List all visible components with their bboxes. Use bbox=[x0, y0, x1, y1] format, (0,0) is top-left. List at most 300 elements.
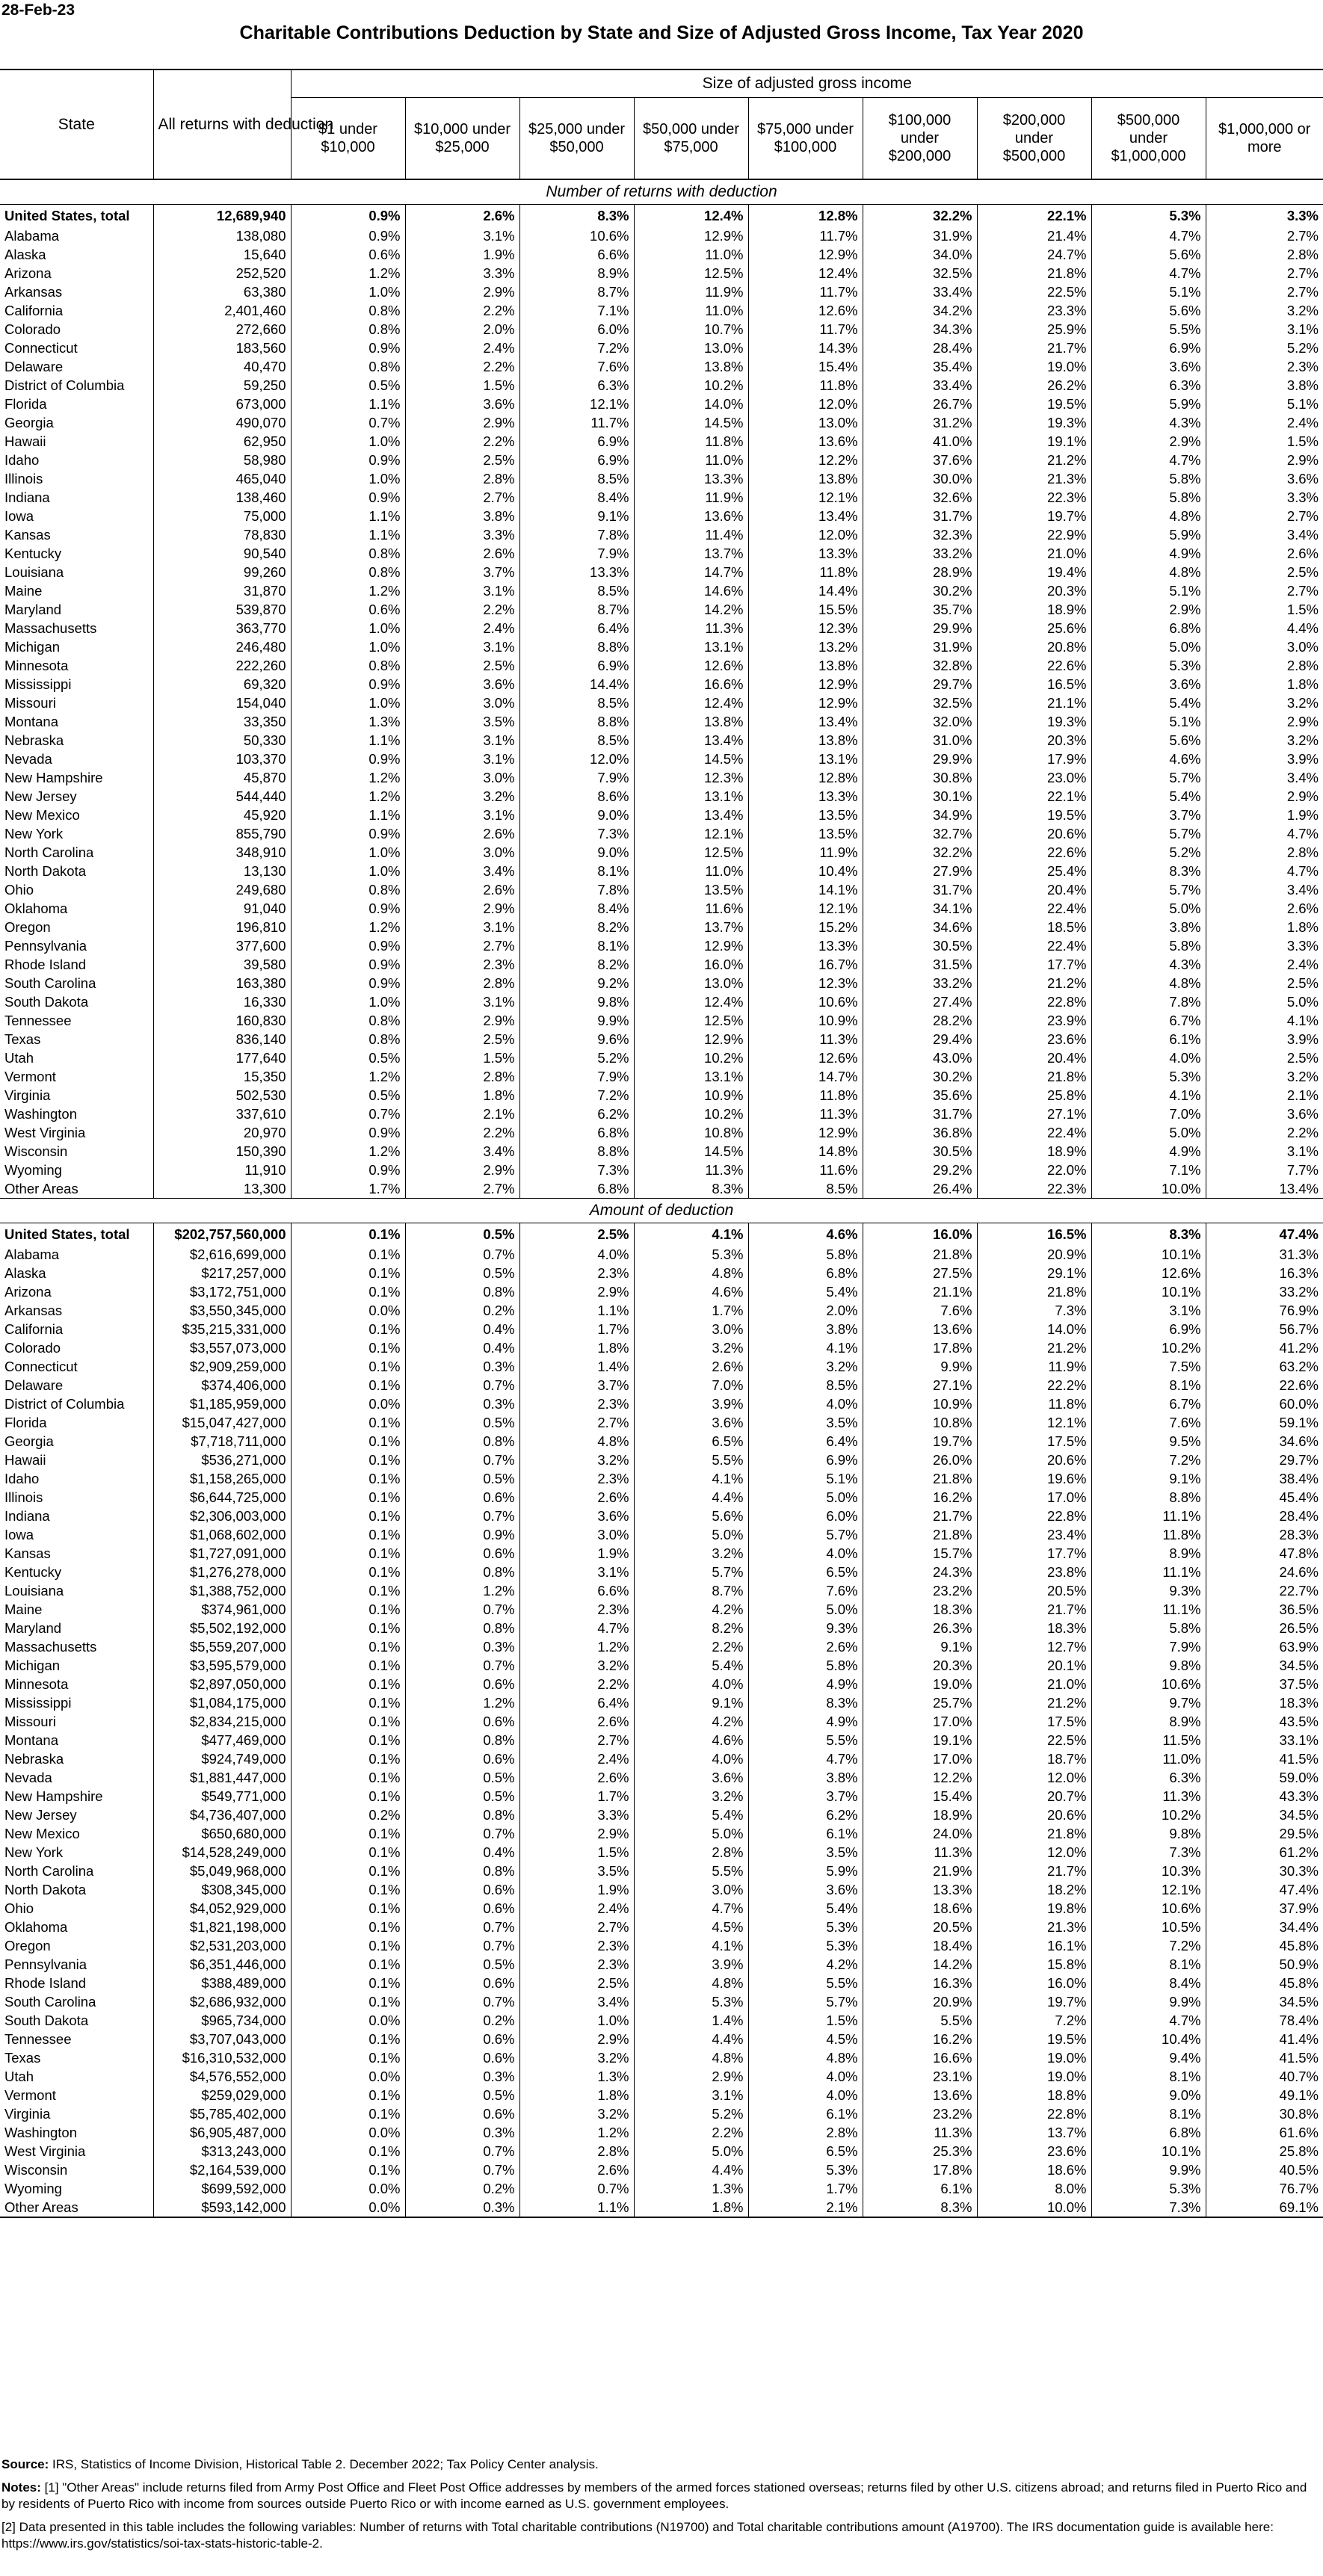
bracket-share-value: 12.4% bbox=[634, 205, 748, 227]
bracket-share-value: 0.1% bbox=[291, 2104, 405, 2123]
report-date: 28-Feb-23 bbox=[1, 1, 75, 19]
bracket-share-value: 0.1% bbox=[291, 1223, 405, 1246]
bracket-share-value: 0.9% bbox=[291, 488, 405, 507]
bracket-share-value: 22.5% bbox=[977, 282, 1091, 301]
all-returns-value: $2,306,003,000 bbox=[153, 1507, 291, 1525]
bracket-share-value: 3.5% bbox=[405, 712, 519, 731]
bracket-share-value: 1.0% bbox=[291, 862, 405, 880]
table-row bbox=[0, 619, 1323, 637]
bracket-share-value: 4.3% bbox=[1091, 413, 1206, 432]
column-header-bracket: $100,000 under $200,000 bbox=[863, 98, 977, 180]
bracket-share-value: 21.8% bbox=[977, 264, 1091, 282]
bracket-share-value: 6.9% bbox=[519, 656, 634, 675]
bracket-share-value: 3.4% bbox=[405, 862, 519, 880]
bracket-share-value: 8.5% bbox=[519, 469, 634, 488]
bracket-share-value: 12.0% bbox=[748, 525, 863, 544]
bracket-share-value: 9.4% bbox=[1091, 2048, 1206, 2067]
bracket-share-value: 18.9% bbox=[863, 1806, 977, 1824]
bracket-share-value: 7.2% bbox=[519, 339, 634, 357]
bracket-share-value: 4.0% bbox=[634, 1675, 748, 1693]
bracket-share-value: 5.6% bbox=[634, 1507, 748, 1525]
bracket-share-value: 0.1% bbox=[291, 1619, 405, 1637]
all-returns-value: $1,821,198,000 bbox=[153, 1918, 291, 1936]
bracket-share-value: 6.3% bbox=[519, 376, 634, 395]
state-name: Missouri bbox=[4, 1714, 56, 1729]
bracket-share-value: 1.2% bbox=[291, 768, 405, 787]
bracket-share-value: 1.7% bbox=[519, 1787, 634, 1806]
bracket-share-value: 4.0% bbox=[1091, 1048, 1206, 1067]
bracket-share-value: 6.0% bbox=[748, 1507, 863, 1525]
bracket-share-value: 2.7% bbox=[1206, 264, 1323, 282]
bracket-share-value: 34.5% bbox=[1206, 1656, 1323, 1675]
bracket-share-value: 13.1% bbox=[634, 1067, 748, 1086]
state-name: Alaska bbox=[4, 1265, 46, 1281]
bracket-share-value: 2.7% bbox=[519, 1413, 634, 1432]
bracket-share-value: 0.1% bbox=[291, 1357, 405, 1376]
bracket-share-value: 10.9% bbox=[748, 1011, 863, 1030]
bracket-share-value: 22.6% bbox=[977, 843, 1091, 862]
all-returns-value: $2,909,259,000 bbox=[153, 1357, 291, 1376]
bracket-share-value: 18.7% bbox=[977, 1749, 1091, 1768]
all-returns-value: 177,640 bbox=[153, 1048, 291, 1067]
all-returns-value: $6,644,725,000 bbox=[153, 1488, 291, 1507]
bracket-share-value: 4.8% bbox=[634, 2048, 748, 2067]
bracket-share-value: 2.7% bbox=[1206, 507, 1323, 525]
bracket-share-value: 11.3% bbox=[863, 1843, 977, 1862]
bracket-share-value: 5.2% bbox=[1091, 843, 1206, 862]
bracket-share-value: 4.8% bbox=[1091, 563, 1206, 581]
bracket-share-value: 8.1% bbox=[1091, 1376, 1206, 1394]
bracket-share-value: 0.5% bbox=[405, 1264, 519, 1282]
bracket-share-value: 2.6% bbox=[405, 824, 519, 843]
bracket-share-value: 0.6% bbox=[405, 1675, 519, 1693]
table-row bbox=[0, 936, 1323, 955]
bracket-share-value: 9.8% bbox=[1091, 1824, 1206, 1843]
bracket-share-value: 13.7% bbox=[634, 544, 748, 563]
bracket-share-value: 32.3% bbox=[863, 525, 977, 544]
bracket-share-value: 2.7% bbox=[405, 488, 519, 507]
table-row bbox=[0, 1469, 1323, 1488]
bracket-share-value: 0.7% bbox=[405, 1656, 519, 1675]
table-row bbox=[0, 1637, 1323, 1656]
table-row bbox=[0, 1918, 1323, 1936]
state-name: Alabama bbox=[4, 1247, 60, 1262]
bracket-share-value: 31.5% bbox=[863, 955, 977, 974]
bracket-share-value: 3.6% bbox=[1091, 357, 1206, 376]
state-name: Rhode Island bbox=[4, 957, 87, 972]
bracket-share-value: 22.8% bbox=[977, 1507, 1091, 1525]
bracket-share-value: 14.0% bbox=[634, 395, 748, 413]
bracket-share-value: 21.2% bbox=[977, 1338, 1091, 1357]
bracket-share-value: 2.5% bbox=[519, 1974, 634, 1992]
bracket-share-value: 18.3% bbox=[863, 1600, 977, 1619]
bracket-share-value: 19.1% bbox=[977, 432, 1091, 451]
bracket-share-value: 1.8% bbox=[1206, 675, 1323, 694]
bracket-share-value: 21.7% bbox=[977, 1862, 1091, 1880]
all-returns-value: $924,749,000 bbox=[153, 1749, 291, 1768]
bracket-share-value: 8.4% bbox=[519, 899, 634, 918]
table-row bbox=[0, 2198, 1323, 2217]
bracket-share-value: 31.9% bbox=[863, 226, 977, 245]
bracket-share-value: 7.1% bbox=[519, 301, 634, 320]
bracket-share-value: 1.2% bbox=[291, 581, 405, 600]
bracket-share-value: 1.5% bbox=[405, 1048, 519, 1067]
state-name: Pennsylvania bbox=[4, 938, 87, 954]
bracket-share-value: 2.0% bbox=[405, 320, 519, 339]
bracket-share-value: 11.6% bbox=[634, 899, 748, 918]
bracket-share-value: 3.0% bbox=[1206, 637, 1323, 656]
table-row bbox=[0, 862, 1323, 880]
bracket-share-value: 22.7% bbox=[1206, 1581, 1323, 1600]
bracket-share-value: 22.1% bbox=[977, 205, 1091, 227]
bracket-share-value: 10.9% bbox=[863, 1394, 977, 1413]
bracket-share-value: 30.0% bbox=[863, 469, 977, 488]
bracket-share-value: 5.1% bbox=[1091, 282, 1206, 301]
table-row bbox=[0, 1105, 1323, 1123]
all-returns-value: $536,271,000 bbox=[153, 1451, 291, 1469]
bracket-share-value: 3.0% bbox=[405, 843, 519, 862]
bracket-share-value: 2.3% bbox=[519, 1936, 634, 1955]
all-returns-value: $1,185,959,000 bbox=[153, 1394, 291, 1413]
state-name: South Carolina bbox=[4, 1994, 96, 2010]
bracket-share-value: 3.2% bbox=[519, 2104, 634, 2123]
bracket-share-value: 7.3% bbox=[519, 1161, 634, 1179]
bracket-share-value: 3.2% bbox=[519, 1451, 634, 1469]
bracket-share-value: 11.0% bbox=[1091, 1749, 1206, 1768]
bracket-share-value: 2.1% bbox=[1206, 1086, 1323, 1105]
bracket-share-value: 1.9% bbox=[405, 245, 519, 264]
table-row bbox=[0, 245, 1323, 264]
state-name: Virginia bbox=[4, 1087, 51, 1103]
table-row bbox=[0, 1787, 1323, 1806]
table-row bbox=[0, 992, 1323, 1011]
table-row bbox=[0, 1067, 1323, 1086]
bracket-share-value: 0.1% bbox=[291, 1488, 405, 1507]
bracket-share-value: 34.6% bbox=[863, 918, 977, 936]
table-row bbox=[0, 1338, 1323, 1357]
bracket-share-value: 5.1% bbox=[1206, 395, 1323, 413]
column-header-bracket: $10,000 under $25,000 bbox=[405, 98, 519, 180]
bracket-share-value: 0.1% bbox=[291, 1974, 405, 1992]
bracket-share-value: 2.2% bbox=[405, 1123, 519, 1142]
bracket-share-value: 21.8% bbox=[977, 1067, 1091, 1086]
bracket-share-value: 26.7% bbox=[863, 395, 977, 413]
table-row bbox=[0, 675, 1323, 694]
state-name: Colorado bbox=[4, 1340, 61, 1356]
all-returns-value: $549,771,000 bbox=[153, 1787, 291, 1806]
bracket-share-value: 12.1% bbox=[1091, 1880, 1206, 1899]
table-row bbox=[0, 507, 1323, 525]
bracket-share-value: 0.7% bbox=[405, 2142, 519, 2160]
bracket-share-value: 0.1% bbox=[291, 1955, 405, 1974]
bracket-share-value: 34.5% bbox=[1206, 1992, 1323, 2011]
bracket-share-value: 34.2% bbox=[863, 301, 977, 320]
bracket-share-value: 5.7% bbox=[634, 1563, 748, 1581]
bracket-share-value: 4.4% bbox=[634, 1488, 748, 1507]
bracket-share-value: 17.5% bbox=[977, 1432, 1091, 1451]
bracket-share-value: 2.6% bbox=[748, 1637, 863, 1656]
bracket-share-value: 3.2% bbox=[748, 1357, 863, 1376]
bracket-share-value: 10.3% bbox=[1091, 1862, 1206, 1880]
bracket-share-value: 0.9% bbox=[291, 339, 405, 357]
bracket-share-value: 0.7% bbox=[405, 1824, 519, 1843]
table-row bbox=[0, 712, 1323, 731]
bracket-share-value: 10.2% bbox=[1091, 1806, 1206, 1824]
bracket-share-value: 4.9% bbox=[748, 1712, 863, 1731]
table-row bbox=[0, 1693, 1323, 1712]
bracket-share-value: 8.9% bbox=[519, 264, 634, 282]
all-returns-value: 13,130 bbox=[153, 862, 291, 880]
table-row bbox=[0, 806, 1323, 824]
bracket-share-value: 32.0% bbox=[863, 712, 977, 731]
bracket-share-value: 20.8% bbox=[977, 637, 1091, 656]
bracket-share-value: 16.5% bbox=[977, 675, 1091, 694]
state-name: Maine bbox=[4, 1601, 43, 1617]
bracket-share-value: 18.3% bbox=[1206, 1693, 1323, 1712]
bracket-share-value: 14.8% bbox=[748, 1142, 863, 1161]
bracket-share-value: 8.1% bbox=[519, 936, 634, 955]
bracket-share-value: 0.9% bbox=[291, 1123, 405, 1142]
bracket-share-value: 5.3% bbox=[748, 1918, 863, 1936]
table-row bbox=[0, 525, 1323, 544]
bracket-share-value: 7.2% bbox=[1091, 1936, 1206, 1955]
bracket-share-value: 6.8% bbox=[519, 1123, 634, 1142]
bracket-share-value: 29.2% bbox=[863, 1161, 977, 1179]
bracket-share-value: 5.3% bbox=[1091, 205, 1206, 227]
bracket-share-value: 10.4% bbox=[748, 862, 863, 880]
bracket-share-value: 0.7% bbox=[291, 413, 405, 432]
bracket-share-value: 4.3% bbox=[1091, 955, 1206, 974]
column-header-state: State bbox=[0, 70, 153, 179]
bracket-share-value: 0.7% bbox=[405, 2160, 519, 2179]
state-name: New Mexico bbox=[4, 807, 80, 823]
bracket-share-value: 15.7% bbox=[863, 1544, 977, 1563]
bracket-share-value: 0.4% bbox=[405, 1338, 519, 1357]
bracket-share-value: 29.7% bbox=[863, 675, 977, 694]
bracket-share-value: 9.1% bbox=[863, 1637, 977, 1656]
bracket-share-value: 18.3% bbox=[977, 1619, 1091, 1637]
bracket-share-value: 4.0% bbox=[748, 1394, 863, 1413]
bracket-share-value: 0.1% bbox=[291, 1451, 405, 1469]
bracket-share-value: 3.5% bbox=[519, 1862, 634, 1880]
bracket-share-value: 3.1% bbox=[1206, 1142, 1323, 1161]
bracket-share-value: 11.7% bbox=[748, 282, 863, 301]
all-returns-value: $7,718,711,000 bbox=[153, 1432, 291, 1451]
bracket-share-value: 13.1% bbox=[634, 637, 748, 656]
bracket-share-value: 11.7% bbox=[748, 320, 863, 339]
all-returns-value: $2,616,699,000 bbox=[153, 1245, 291, 1264]
section-header bbox=[0, 179, 1323, 205]
bracket-share-value: 0.1% bbox=[291, 2086, 405, 2104]
bracket-share-value: 13.3% bbox=[748, 544, 863, 563]
bracket-share-value: 21.7% bbox=[977, 339, 1091, 357]
bracket-share-value: 29.5% bbox=[1206, 1824, 1323, 1843]
bracket-share-value: 15.8% bbox=[977, 1955, 1091, 1974]
state-name: Maine bbox=[4, 583, 43, 599]
bracket-share-value: 12.5% bbox=[634, 843, 748, 862]
bracket-share-value: 2.6% bbox=[519, 2160, 634, 2179]
state-name: Colorado bbox=[4, 321, 61, 337]
bracket-share-value: 13.5% bbox=[748, 806, 863, 824]
notes-block bbox=[1, 2480, 1320, 2512]
bracket-share-value: 25.9% bbox=[977, 320, 1091, 339]
bracket-share-value: 5.9% bbox=[1091, 525, 1206, 544]
bracket-share-value: 13.0% bbox=[634, 974, 748, 992]
bracket-share-value: 12.7% bbox=[977, 1637, 1091, 1656]
bracket-share-value: 7.9% bbox=[519, 1067, 634, 1086]
source-label: Source: bbox=[1, 2457, 49, 2471]
bracket-share-value: 12.9% bbox=[748, 1123, 863, 1142]
table-row bbox=[0, 1824, 1323, 1843]
bracket-share-value: 17.8% bbox=[863, 1338, 977, 1357]
all-returns-value: $650,680,000 bbox=[153, 1824, 291, 1843]
bracket-share-value: 1.7% bbox=[748, 2179, 863, 2198]
bracket-share-value: 8.3% bbox=[1091, 862, 1206, 880]
bracket-share-value: 14.2% bbox=[634, 600, 748, 619]
section-label: Amount of deduction bbox=[0, 1199, 1323, 1223]
bracket-share-value: 4.0% bbox=[748, 1544, 863, 1563]
all-returns-value: 490,070 bbox=[153, 413, 291, 432]
bracket-share-value: 28.2% bbox=[863, 1011, 977, 1030]
bracket-share-value: 5.3% bbox=[634, 1992, 748, 2011]
bracket-share-value: 3.1% bbox=[405, 637, 519, 656]
table-row bbox=[0, 2048, 1323, 2067]
bracket-share-value: 6.4% bbox=[519, 619, 634, 637]
bracket-share-value: 19.0% bbox=[977, 357, 1091, 376]
state-name: West Virginia bbox=[4, 1125, 86, 1140]
state-name: Georgia bbox=[4, 1433, 54, 1449]
state-name: Illinois bbox=[4, 1489, 43, 1505]
bracket-share-value: 25.7% bbox=[863, 1693, 977, 1712]
bracket-share-value: 5.4% bbox=[748, 1899, 863, 1918]
bracket-share-value: 0.3% bbox=[405, 2123, 519, 2142]
section-label: Number of returns with deduction bbox=[0, 179, 1323, 205]
table-row bbox=[0, 451, 1323, 469]
bracket-share-value: 3.3% bbox=[405, 525, 519, 544]
all-returns-value: 836,140 bbox=[153, 1030, 291, 1048]
bracket-share-value: 34.3% bbox=[863, 320, 977, 339]
bracket-share-value: 0.1% bbox=[291, 2030, 405, 2048]
bracket-share-value: 6.8% bbox=[1091, 2123, 1206, 2142]
bracket-share-value: 19.7% bbox=[863, 1432, 977, 1451]
bracket-share-value: 1.9% bbox=[519, 1544, 634, 1563]
bracket-share-value: 22.6% bbox=[1206, 1376, 1323, 1394]
all-returns-value: 11,910 bbox=[153, 1161, 291, 1179]
bracket-share-value: 63.9% bbox=[1206, 1637, 1323, 1656]
state-name: Connecticut bbox=[4, 1359, 78, 1374]
state-name: Alaska bbox=[4, 247, 46, 262]
bracket-share-value: 3.1% bbox=[1206, 320, 1323, 339]
all-returns-value: $3,550,345,000 bbox=[153, 1301, 291, 1320]
bracket-share-value: 2.6% bbox=[405, 205, 519, 227]
state-name: Vermont bbox=[4, 2087, 56, 2103]
bracket-share-value: 24.3% bbox=[863, 1563, 977, 1581]
footnotes bbox=[1, 2456, 1320, 2559]
state-name: New Jersey bbox=[4, 788, 77, 804]
state-name: District of Columbia bbox=[4, 1396, 125, 1412]
all-returns-value: 348,910 bbox=[153, 843, 291, 862]
bracket-share-value: 2.4% bbox=[1206, 955, 1323, 974]
state-name: Virginia bbox=[4, 2106, 51, 2122]
bracket-share-value: 2.5% bbox=[1206, 563, 1323, 581]
bracket-share-value: 2.8% bbox=[405, 469, 519, 488]
all-returns-value: 138,460 bbox=[153, 488, 291, 507]
all-returns-value: $3,557,073,000 bbox=[153, 1338, 291, 1357]
bracket-share-value: 27.9% bbox=[863, 862, 977, 880]
bracket-share-value: 7.5% bbox=[1091, 1357, 1206, 1376]
bracket-share-value: 8.1% bbox=[1091, 1955, 1206, 1974]
bracket-share-value: 14.6% bbox=[634, 581, 748, 600]
bracket-share-value: 19.7% bbox=[977, 1992, 1091, 2011]
all-returns-value: $5,559,207,000 bbox=[153, 1637, 291, 1656]
state-name: Hawaii bbox=[4, 1452, 46, 1468]
all-returns-value: 50,330 bbox=[153, 731, 291, 750]
state-name: Michigan bbox=[4, 1658, 61, 1673]
bracket-share-value: 6.1% bbox=[748, 2104, 863, 2123]
all-returns-value: 544,440 bbox=[153, 787, 291, 806]
bracket-share-value: 8.5% bbox=[748, 1376, 863, 1394]
bracket-share-value: 13.7% bbox=[977, 2123, 1091, 2142]
bracket-share-value: 0.3% bbox=[405, 1357, 519, 1376]
section-header bbox=[0, 1199, 1323, 1223]
bracket-share-value: 21.1% bbox=[977, 694, 1091, 712]
state-name: Wyoming bbox=[4, 1162, 62, 1178]
bracket-share-value: 13.7% bbox=[634, 918, 748, 936]
bracket-share-value: 4.0% bbox=[748, 2067, 863, 2086]
bracket-share-value: 4.7% bbox=[519, 1619, 634, 1637]
bracket-share-value: 19.0% bbox=[977, 2048, 1091, 2067]
bracket-share-value: 6.2% bbox=[748, 1806, 863, 1824]
bracket-share-value: 13.3% bbox=[634, 469, 748, 488]
bracket-share-value: 14.4% bbox=[748, 581, 863, 600]
bracket-share-value: 2.6% bbox=[519, 1768, 634, 1787]
bracket-share-value: 16.7% bbox=[748, 955, 863, 974]
bracket-share-value: 13.3% bbox=[863, 1880, 977, 1899]
table-row bbox=[0, 1376, 1323, 1394]
bracket-share-value: 32.2% bbox=[863, 205, 977, 227]
state-name: Alabama bbox=[4, 228, 60, 244]
state-name: Minnesota bbox=[4, 1676, 69, 1692]
bracket-share-value: 33.2% bbox=[863, 974, 977, 992]
bracket-share-value: 3.1% bbox=[405, 731, 519, 750]
bracket-share-value: 23.0% bbox=[977, 768, 1091, 787]
table-row bbox=[0, 432, 1323, 451]
all-returns-value: $2,164,539,000 bbox=[153, 2160, 291, 2179]
bracket-share-value: 3.3% bbox=[519, 1806, 634, 1824]
bracket-share-value: 5.5% bbox=[863, 2011, 977, 2030]
bracket-share-value: 7.3% bbox=[1091, 2198, 1206, 2217]
state-name: Utah bbox=[4, 1050, 34, 1066]
bracket-share-value: 0.3% bbox=[405, 2067, 519, 2086]
bracket-share-value: 0.5% bbox=[405, 1413, 519, 1432]
bracket-share-value: 8.9% bbox=[1091, 1544, 1206, 1563]
bracket-share-value: 3.4% bbox=[1206, 768, 1323, 787]
bracket-share-value: 14.4% bbox=[519, 675, 634, 694]
bracket-share-value: 13.3% bbox=[519, 563, 634, 581]
table-row bbox=[0, 1011, 1323, 1030]
bracket-share-value: 5.1% bbox=[1091, 712, 1206, 731]
bracket-share-value: 4.8% bbox=[748, 2048, 863, 2067]
state-name: Georgia bbox=[4, 415, 54, 430]
bracket-share-value: 0.8% bbox=[405, 1862, 519, 1880]
bracket-share-value: 3.0% bbox=[405, 768, 519, 787]
bracket-share-value: 23.8% bbox=[977, 1563, 1091, 1581]
bracket-share-value: 0.8% bbox=[405, 1282, 519, 1301]
bracket-share-value: 6.1% bbox=[1091, 1030, 1206, 1048]
bracket-share-value: 0.2% bbox=[405, 2179, 519, 2198]
column-header-bracket: $50,000 under $75,000 bbox=[634, 98, 748, 180]
bracket-share-value: 18.4% bbox=[863, 1936, 977, 1955]
